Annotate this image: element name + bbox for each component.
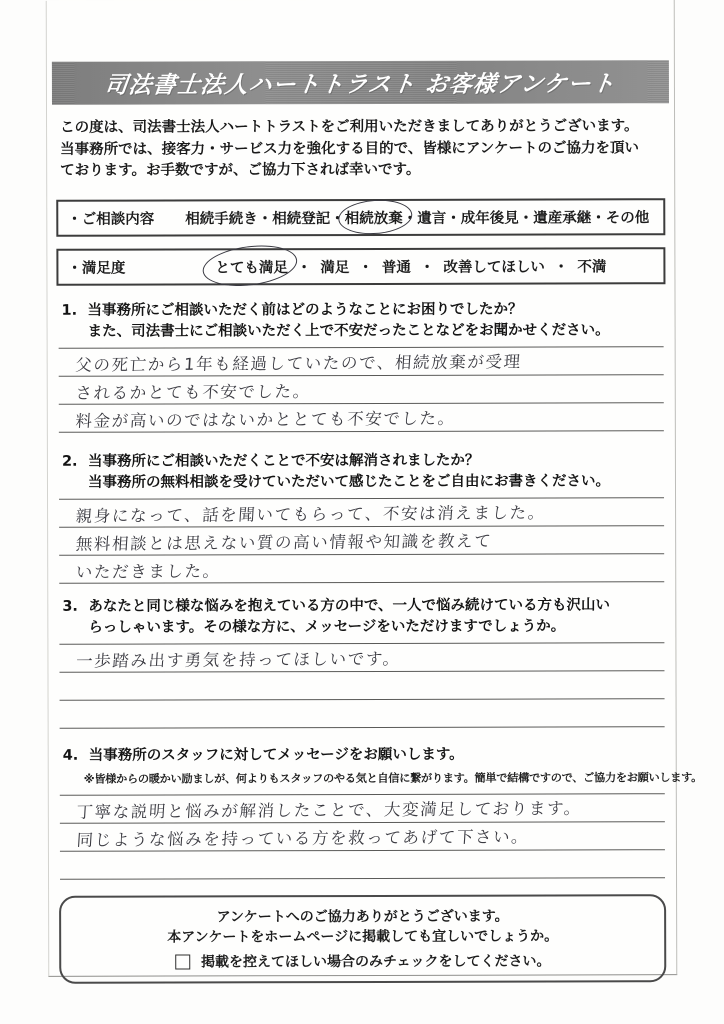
option-separator: ・	[296, 259, 312, 276]
publish-optout-checkbox[interactable]	[175, 954, 190, 969]
question-text: 当事務所にご相談いただく前はどのようなことにお困りでしたか？	[87, 301, 523, 319]
consultation-label: ・ご相談内容	[67, 211, 155, 228]
consultation-option: 相続登記	[272, 210, 331, 227]
option-separator: ・	[402, 210, 418, 227]
answer-line	[60, 794, 665, 824]
satisfaction-options	[215, 255, 606, 277]
question-text: らっしゃいます。その様な方に、メッセージをいただけますでしょうか。	[88, 618, 566, 636]
option-separator: ・	[419, 259, 435, 276]
consultation-option: その他	[605, 209, 650, 226]
question-2	[62, 450, 666, 495]
answer-line	[59, 375, 664, 405]
paper-sheet	[46, 0, 703, 977]
consultation-option: 遺産承継	[533, 209, 592, 227]
question-text: 当事務所の無料相談を受けていただいて感じたことをご自由にお書きください。	[87, 473, 611, 491]
option-separator: ・	[358, 259, 373, 276]
intro-line: ております。お手数ですが、ご協力下されば幸いです。	[60, 161, 421, 179]
option-separator: ・	[518, 210, 534, 227]
option-separator: ・	[446, 210, 461, 227]
satisfaction-label: ・満足度	[67, 260, 126, 277]
question-text: 当事務所にご相談いただくことで不安は解消されましたか？	[87, 452, 480, 470]
question-1	[62, 299, 666, 344]
handwritten-answer: 無料相談とは思えない質の高い情報や知識を教えて	[75, 530, 493, 554]
satisfaction-box	[56, 247, 665, 286]
question-number: 2.	[61, 453, 78, 470]
question-number: 4.	[62, 747, 79, 764]
question-4	[62, 744, 703, 791]
answer-line	[59, 526, 664, 556]
handwritten-answer: されるかとても不安でした。	[74, 381, 312, 403]
footer-line: アンケートへのご協力ありがとうございます。	[216, 908, 509, 925]
answer-line	[59, 403, 664, 433]
handwritten-answer: 丁寧な説明と悩みが解消したことで、大変満足しております。	[75, 798, 583, 822]
question-3	[62, 595, 666, 640]
handwritten-answer: いただきました。	[75, 561, 222, 582]
consultation-options	[185, 206, 649, 228]
page-title: 司法書士法人ハートトラスト お客様アンケート	[103, 71, 618, 99]
question-note: ※皆様からの暖かい励ましが、何よりもスタッフのやる気と自信に繋がります。簡単で結構ですので、ご協力をお願いします。	[83, 771, 703, 786]
handwritten-answer: 父の死亡から1年も経過していたので、相続放棄が受理	[74, 351, 523, 375]
question-number: 1.	[61, 302, 78, 319]
intro-line: 当事務所では、接客力・サービス力を強化する目的で、皆様にアンケートのご協力を頂い	[60, 139, 639, 158]
intro-paragraph	[60, 116, 665, 182]
consultation-option: 成年後見	[460, 210, 519, 227]
consultation-content-box	[56, 198, 665, 237]
publish-optout-label: 掲載を控えてほしい場合のみチェックをしてください。	[200, 953, 551, 970]
option-separator: ・	[257, 210, 273, 227]
answer-area-2	[59, 497, 664, 584]
question-text: あなたと同じ様な悩みを抱えている方の中で、一人で悩み続けている方も沢山い	[88, 596, 611, 615]
consultation-option: 遺言	[417, 210, 447, 227]
handwritten-answer: 親身になって、話を聞いてもらって、不安は消えました。	[75, 502, 547, 526]
question-text: 当事務所のスタッフに対してメッセージをお願いします。	[88, 746, 464, 764]
satisfaction-option: 改善してほしい	[443, 259, 545, 276]
answer-line	[60, 822, 665, 852]
footer-line: 本アンケートをホームページに掲載しても宜しいでしょうか。	[167, 927, 559, 946]
answer-line	[60, 850, 665, 880]
footer-notice-box	[59, 894, 666, 984]
answer-area-4	[60, 793, 665, 880]
publish-optout-row	[61, 951, 664, 973]
question-text: また、司法書士にご相談いただく上で不安だったことなどをお聞かせください。	[87, 322, 610, 340]
answer-area-1	[59, 346, 664, 433]
satisfaction-option: 普通	[381, 259, 411, 276]
handwritten-answer: 一歩踏み出す勇気を持ってほしいです。	[75, 648, 402, 671]
satisfaction-option: 不満	[577, 258, 607, 275]
option-separator: ・	[591, 209, 606, 226]
handwritten-answer: 料金が高いのではないかととても不安でした。	[74, 408, 457, 431]
option-separator: ・	[330, 210, 345, 227]
consultation-option: 相続手続き	[185, 210, 258, 227]
answer-line	[59, 643, 664, 673]
handwritten-answer: 同じような悩みを持っている方を救ってあげて下さい。	[76, 826, 530, 850]
consultation-option-selected: 相続放棄	[345, 206, 403, 227]
answer-line	[59, 498, 664, 528]
answer-area-3	[59, 642, 664, 729]
answer-line	[59, 671, 664, 701]
satisfaction-option: 満足	[320, 259, 350, 276]
answer-line	[60, 699, 665, 729]
option-separator: ・	[553, 258, 569, 275]
answer-line	[59, 554, 664, 584]
question-number: 3.	[62, 598, 78, 615]
satisfaction-option-selected: とても満足	[215, 256, 288, 277]
title-banner	[52, 60, 669, 105]
answer-line	[59, 347, 664, 377]
intro-line: この度は、司法書士法人ハートトラストをご利用いただきましてありがとうございます。	[60, 118, 639, 136]
